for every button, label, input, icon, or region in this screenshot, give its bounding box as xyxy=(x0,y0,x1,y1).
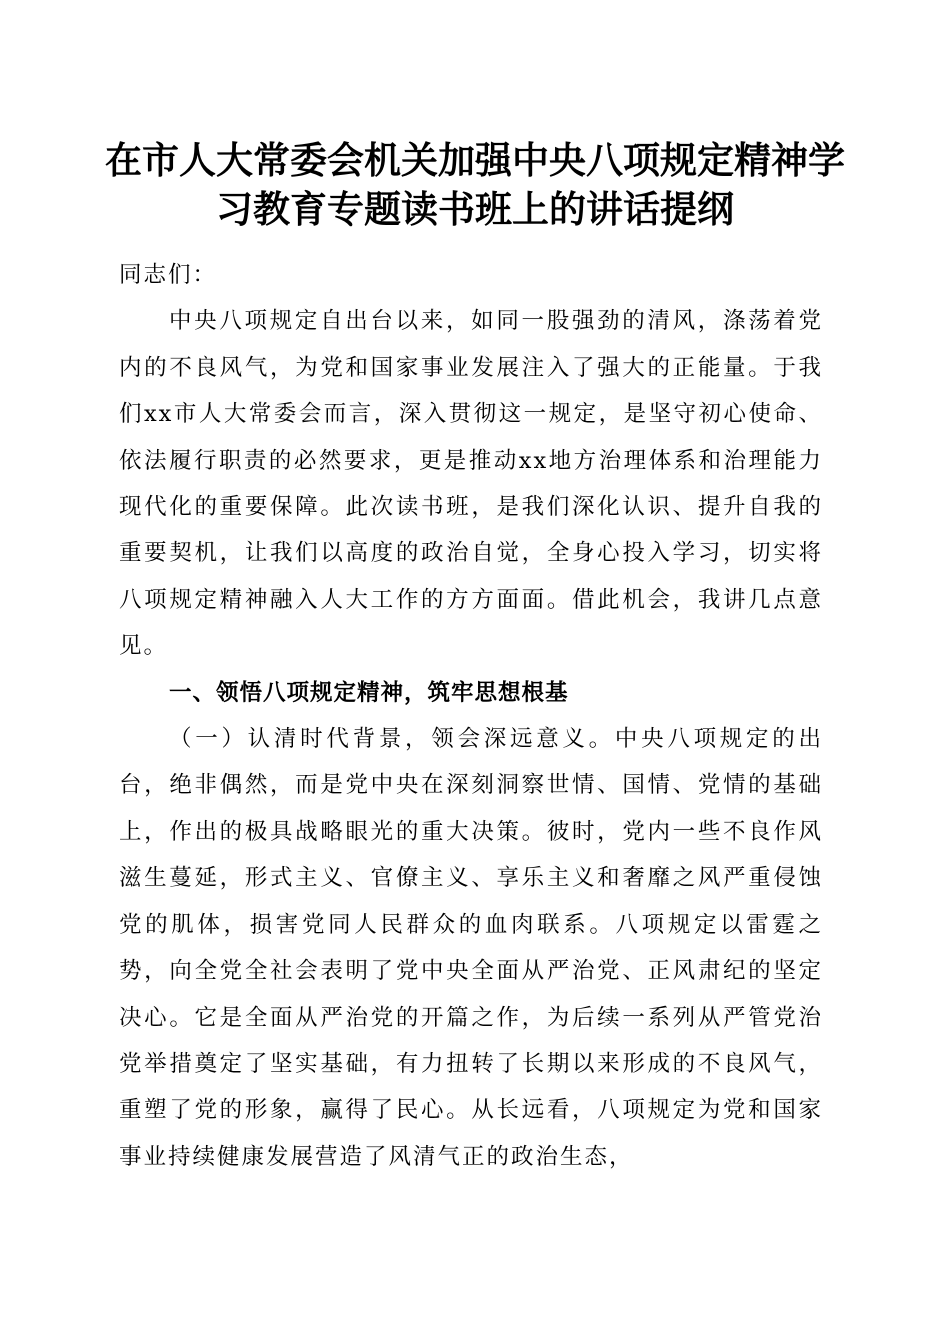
document-title-line-2: 习教育专题读书班上的讲话提纲 xyxy=(216,187,734,231)
document-title xyxy=(90,136,860,234)
section-1-heading: 一、领悟八项规定精神，筑牢思想根基 xyxy=(169,679,569,706)
intro-paragraph: 中央八项规定自出台以来，如同一股强劲的清风，涤荡着党内的不良风气，为党和国家事业发展注入了强大的正能量。于我们xx市人大常委会而言，深入贯彻这一规定，是坚守初心使命、依法履行职责的必然要求，更是推动xx地方治理体系和治理能力现代化的重要保障。此次读书班，是我们深化认识、提升自我的重要契机，让我们以高度的政治自觉，全身心投入学习，切实将八项规定精神融入人大工作的方方面面。借此机会，我讲几点意见。 xyxy=(119,308,823,660)
section-1-paragraph: （一）认清时代背景，领会深远意义。中央八项规定的出台，绝非偶然，而是党中央在深刻洞察世情、国情、党情的基础上，作出的极具战略眼光的重大决策。彼时，党内一些不良作风滋生蔓延，形式主义、官僚主义、享乐主义和奢靡之风严重侵蚀党的肌体，损害党同人民群众的血肉联系。八项规定以雷霆之势，向全党全社会表明了党中央全面从严治党、正风肃纪的坚定决心。它是全面从严治党的开篇之作，为后续一系列从严管党治党举措奠定了坚实基础，有力扭转了长期以来形成的不良风气，重塑了党的形象，赢得了民心。从长远看，八项规定为党和国家事业持续健康发展营造了风清气正的政治生态， xyxy=(119,726,823,1170)
greeting: 同志们： xyxy=(119,262,218,288)
document-body xyxy=(119,252,823,1180)
document-title-line-1: 在市人大常委会机关加强中央八项规定精神学 xyxy=(105,138,845,182)
